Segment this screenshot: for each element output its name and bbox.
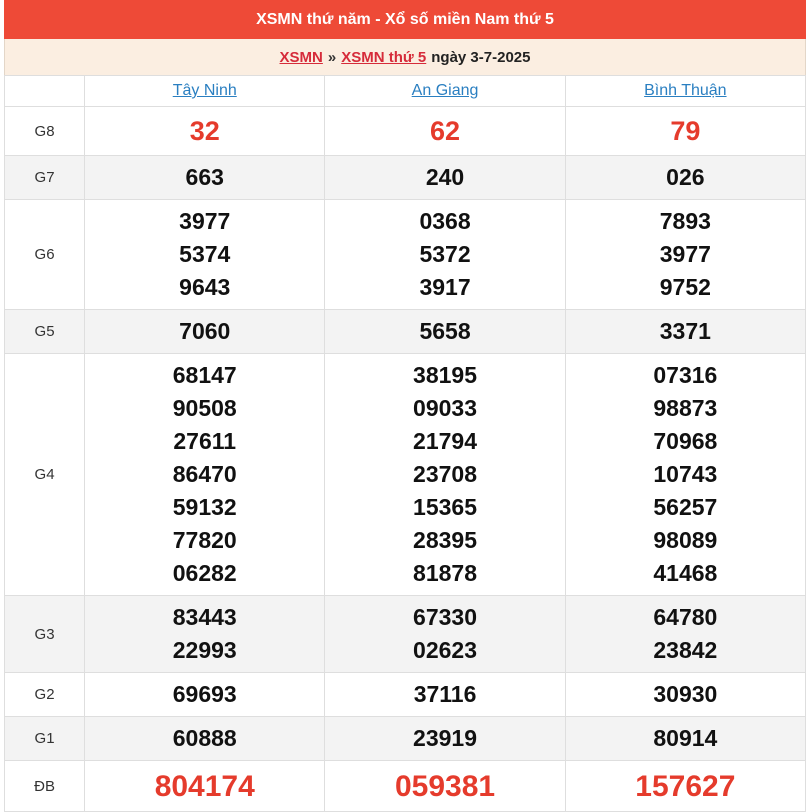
prize-number: 21794 xyxy=(413,428,478,454)
prize-number: 98873 xyxy=(653,395,718,421)
prize-cell xyxy=(325,310,565,354)
prize-row xyxy=(5,156,806,200)
province-header xyxy=(85,76,325,107)
prize-number: 62 xyxy=(430,115,461,146)
prize-number: 81878 xyxy=(413,560,478,586)
prize-number: 663 xyxy=(185,164,224,190)
prize-number: 77820 xyxy=(172,527,237,553)
prize-cell xyxy=(325,107,565,156)
prize-number: 10743 xyxy=(653,461,718,487)
province-header-row xyxy=(5,76,806,107)
prize-number: 67330 xyxy=(413,604,478,630)
prize-number: 240 xyxy=(425,164,465,190)
province-header xyxy=(325,76,565,107)
prize-number: 7893 xyxy=(659,208,711,234)
prize-label: G2 xyxy=(5,673,85,717)
prize-number: 64780 xyxy=(653,604,718,630)
prize-cell xyxy=(325,200,565,310)
prize-number: 3977 xyxy=(659,241,711,267)
prize-cell xyxy=(325,717,565,761)
prize-number: 38195 xyxy=(413,362,478,388)
corner-cell xyxy=(5,76,85,107)
prize-number: 3371 xyxy=(659,318,711,344)
prize-cell xyxy=(85,310,325,354)
prize-number: 07316 xyxy=(653,362,718,388)
page-title: XSMN thứ năm - Xổ số miền Nam thứ 5 xyxy=(4,0,806,39)
prize-number: 70968 xyxy=(653,428,718,454)
prize-number: 5372 xyxy=(419,241,471,267)
prize-cell xyxy=(85,717,325,761)
prize-number: 5374 xyxy=(179,241,231,267)
prize-label: ĐB xyxy=(5,761,85,812)
prize-number: 9752 xyxy=(659,274,711,300)
prize-cell xyxy=(565,761,805,812)
prize-number: 90508 xyxy=(172,395,237,421)
prize-number: 32 xyxy=(189,115,220,146)
breadcrumb-date: ngày 3-7-2025 xyxy=(431,48,531,66)
prize-cell xyxy=(565,596,805,673)
prize-cell xyxy=(565,156,805,200)
prize-row xyxy=(5,761,806,812)
prize-number: 59132 xyxy=(172,494,237,520)
prize-number: 157627 xyxy=(635,769,736,803)
province-link[interactable]: Tây Ninh xyxy=(172,82,237,99)
prize-label: G6 xyxy=(5,200,85,310)
prize-number: 86470 xyxy=(172,461,237,487)
prize-label: G1 xyxy=(5,717,85,761)
prize-cell xyxy=(325,354,565,596)
prize-number: 06282 xyxy=(172,560,237,586)
prize-number: 7060 xyxy=(179,318,231,344)
prize-number: 79 xyxy=(670,115,701,146)
prize-number: 09033 xyxy=(413,395,478,421)
prize-label: G8 xyxy=(5,107,85,156)
prize-number: 0368 xyxy=(419,208,471,234)
province-header xyxy=(565,76,805,107)
prize-label: G3 xyxy=(5,596,85,673)
prize-cell xyxy=(565,354,805,596)
prize-row xyxy=(5,354,806,596)
prize-number: 83443 xyxy=(172,604,237,630)
prize-number: 60888 xyxy=(172,725,237,751)
prize-row xyxy=(5,673,806,717)
province-link[interactable]: Bình Thuận xyxy=(644,82,727,99)
prize-number: 27611 xyxy=(173,428,237,454)
prize-row xyxy=(5,596,806,673)
prize-number: 68147 xyxy=(172,362,237,388)
prize-number: 02623 xyxy=(413,637,478,663)
prize-number: 22993 xyxy=(172,637,237,663)
prize-cell xyxy=(325,673,565,717)
prize-cell xyxy=(85,107,325,156)
prize-row xyxy=(5,310,806,354)
prize-cell xyxy=(565,717,805,761)
prize-number: 026 xyxy=(666,164,705,190)
prize-row xyxy=(5,107,806,156)
prize-number: 37116 xyxy=(413,681,477,707)
prize-cell xyxy=(565,107,805,156)
prize-number: 28395 xyxy=(413,527,478,553)
prize-number: 9643 xyxy=(179,274,231,300)
prize-number: 059381 xyxy=(394,769,496,803)
prize-number: 30930 xyxy=(653,681,718,707)
prize-row xyxy=(5,717,806,761)
prize-number: 15365 xyxy=(413,494,478,520)
breadcrumb-link-xsmn-thu5[interactable]: XSMN thứ 5 xyxy=(341,48,427,66)
prize-cell xyxy=(85,673,325,717)
prize-number: 98089 xyxy=(653,527,718,553)
prize-number: 3977 xyxy=(179,208,231,234)
prize-cell xyxy=(325,761,565,812)
prize-table-body xyxy=(5,107,806,812)
prize-number: 23708 xyxy=(413,461,478,487)
prize-cell xyxy=(325,596,565,673)
breadcrumb xyxy=(4,39,806,75)
prize-cell xyxy=(85,596,325,673)
prize-number: 3917 xyxy=(419,274,471,300)
breadcrumb-link-xsmn[interactable]: XSMN xyxy=(279,48,323,66)
prize-cell xyxy=(325,156,565,200)
province-link[interactable]: An Giang xyxy=(411,82,479,99)
prize-label: G5 xyxy=(5,310,85,354)
breadcrumb-separator: » xyxy=(327,48,337,66)
prize-cell xyxy=(85,156,325,200)
prize-number: 5658 xyxy=(419,318,471,344)
results-table xyxy=(4,75,806,812)
prize-label: G4 xyxy=(5,354,85,596)
prize-cell xyxy=(565,310,805,354)
prize-number: 23842 xyxy=(653,637,718,663)
prize-row xyxy=(5,200,806,310)
prize-cell xyxy=(85,761,325,812)
prize-cell xyxy=(85,354,325,596)
prize-number: 80914 xyxy=(653,725,718,751)
prize-number: 56257 xyxy=(653,494,718,520)
prize-number: 41468 xyxy=(653,560,718,586)
prize-cell xyxy=(565,200,805,310)
prize-cell xyxy=(565,673,805,717)
prize-cell xyxy=(85,200,325,310)
prize-number: 804174 xyxy=(154,769,255,803)
prize-label: G7 xyxy=(5,156,85,200)
prize-number: 69693 xyxy=(172,681,237,707)
prize-number: 23919 xyxy=(413,725,478,751)
